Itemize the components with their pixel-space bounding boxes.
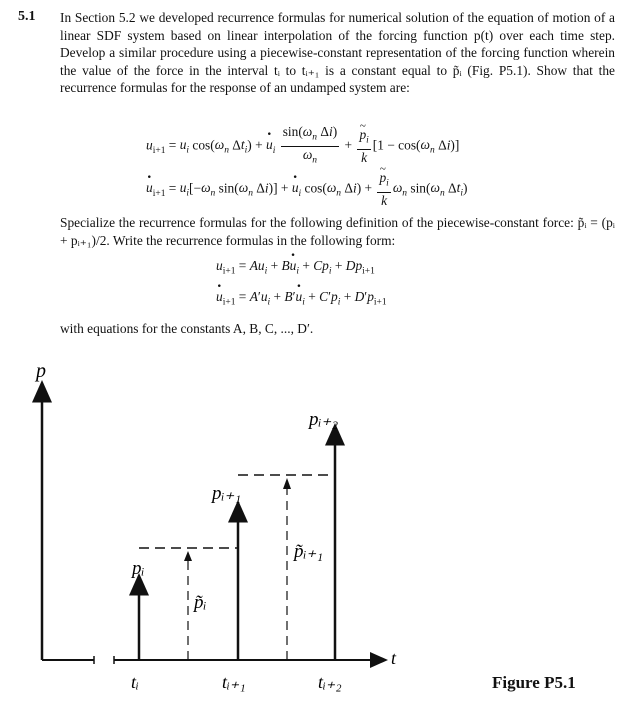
arrowhead-ptilde-i [184,551,192,561]
label-axis-p: p [36,360,46,382]
label-t-i2: tᵢ₊₂ [318,672,342,692]
problem-number: 5.1 [18,9,36,24]
specialize-statement: Specialize the recurrence formulas for the following definition of the piecewise-constant force: p̃ᵢ = (pᵢ + pᵢ₊₁)/2. Write the recurrence formulas in the following form: [60,215,615,248]
figure-p5-1 [0,355,627,711]
equation-u-recurrence: $u_{i+1} = u_i$ $\cos(\omega_n$ $\Delta t_i$) + · $u_i$ $\frac{\sin(\omega_n \Delta i)}{\omega_n}$ + ~ $\frac{p_i}{k}$ [$1 - \cos(\omega_n$ Δi)] [146,124,459,168]
constants-statement: with equations for the constants A, B, C, ..., D′. [60,321,314,336]
equation-udot-constants: · $u_{i+1} = A'u_i + B'\cdot u_i + C'p_i + D'p_{i+1}$ [216,289,387,308]
label-ptilde-i: p̃ᵢ [194,592,207,613]
equation-udot-recurrence: · $u_{i+1} = u_i[-\omega_n$ $\sin(\omega_n$ Δi)] + · $u_i$ $\cos(\omega_n$ Δi) + ~ $\frac{p_i}{k}$ $\omega_n$ $\sin(\omega_n$ $\Delta t_i$) [146,170,468,209]
label-t-i1: tᵢ₊₁ [222,672,246,692]
label-axis-t: t [391,648,397,668]
problem-statement: In Section 5.2 we developed recurrence formulas for numerical solution of the equation of motion of a linear SDF system based on linear interpolation of the forcing function p(t) over each time step. Develop a similar procedure using a piecewise-constant representation of the forcing function wherein the value of the force in the interval tᵢ to tᵢ₊₁ is a constant equal to p̃ᵢ (Fig. P5.1). Show that the recurrence formulas for the response of an undamped system are: [60,10,615,96]
label-p-i1: pᵢ₊₁ [212,483,242,504]
figure-caption: Figure P5.1 [492,673,576,692]
arrowhead-ptilde-i1 [283,478,291,489]
label-p-i2: pᵢ₊₂ [309,409,339,430]
label-ptilde-i1: p̃ᵢ₊₁ [294,541,324,562]
equation-u-constants: $u_{i+1} = Au_i + B\cdot u_i + Cp_i + Dp_{i+1}$ [216,258,375,277]
label-t-i: tᵢ [131,672,139,692]
label-p-i: pᵢ [132,558,145,579]
